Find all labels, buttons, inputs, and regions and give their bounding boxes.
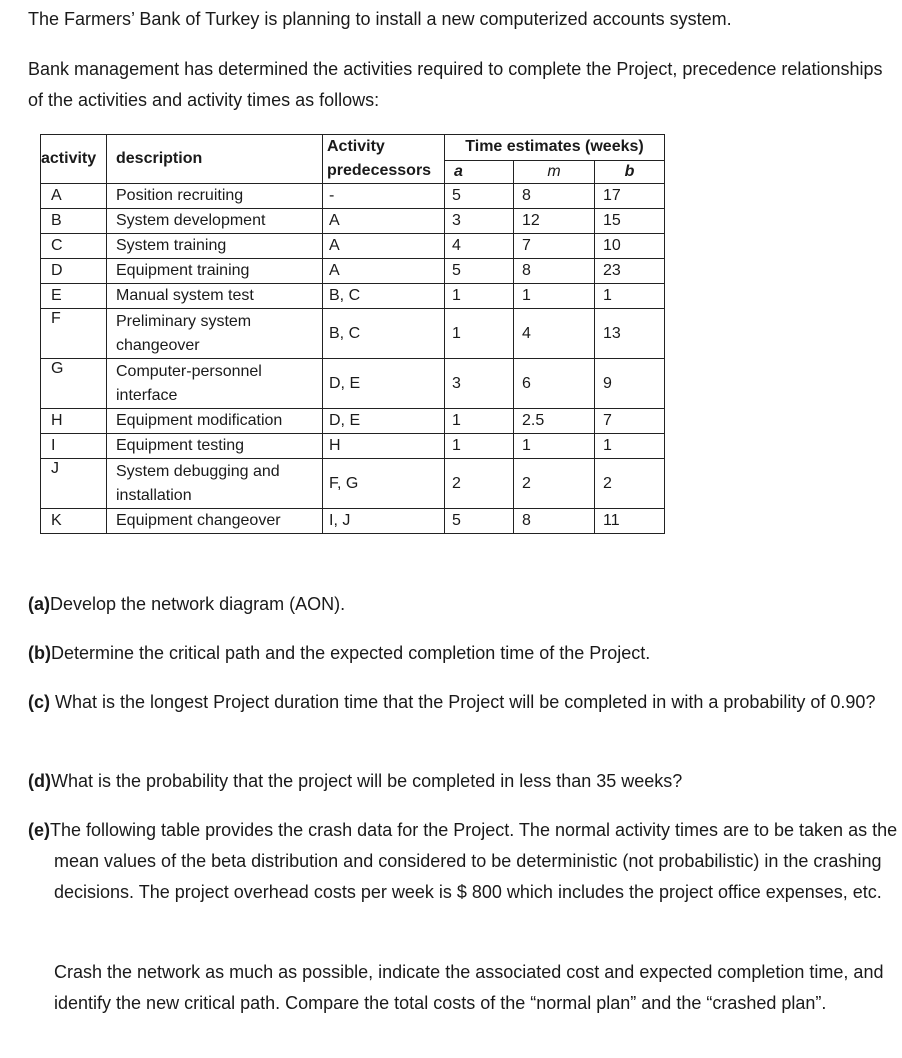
m-cell: 7 bbox=[514, 234, 595, 259]
a-cell: 1 bbox=[445, 309, 514, 359]
question-d bbox=[28, 766, 888, 797]
m-cell: 2 bbox=[514, 459, 595, 509]
question-e-label: (e) bbox=[28, 820, 50, 840]
m-cell: 4 bbox=[514, 309, 595, 359]
question-b-label: (b) bbox=[28, 643, 51, 663]
m-cell: 2.5 bbox=[514, 409, 595, 434]
predecessors-cell: B, C bbox=[323, 284, 445, 309]
header-time-estimates: Time estimates (weeks) bbox=[445, 135, 665, 161]
m-cell: 1 bbox=[514, 284, 595, 309]
a-cell: 1 bbox=[445, 284, 514, 309]
a-cell: 3 bbox=[445, 209, 514, 234]
b-cell: 17 bbox=[595, 184, 665, 209]
b-cell: 13 bbox=[595, 309, 665, 359]
activity-cell: F bbox=[41, 309, 107, 359]
header-predecessors-line2: predecessors bbox=[327, 162, 432, 179]
m-cell: 1 bbox=[514, 434, 595, 459]
table-row bbox=[41, 184, 665, 209]
b-cell: 10 bbox=[595, 234, 665, 259]
question-e bbox=[28, 815, 902, 908]
description-cell: Position recruiting bbox=[107, 184, 323, 209]
activity-cell: D bbox=[41, 259, 107, 284]
m-cell: 12 bbox=[514, 209, 595, 234]
predecessors-cell: H bbox=[323, 434, 445, 459]
table-header-row bbox=[41, 135, 665, 161]
a-cell: 2 bbox=[445, 459, 514, 509]
question-c-label: (c) bbox=[28, 692, 50, 712]
a-cell: 1 bbox=[445, 434, 514, 459]
question-a-label: (a) bbox=[28, 594, 50, 614]
activity-cell: K bbox=[41, 509, 107, 534]
activity-cell: E bbox=[41, 284, 107, 309]
b-cell: 7 bbox=[595, 409, 665, 434]
table-row bbox=[41, 509, 665, 534]
activity-cell: I bbox=[41, 434, 107, 459]
activity-cell: C bbox=[41, 234, 107, 259]
description-cell: Equipment changeover bbox=[107, 509, 323, 534]
predecessors-cell: F, G bbox=[323, 459, 445, 509]
table-row bbox=[41, 284, 665, 309]
a-cell: 5 bbox=[445, 509, 514, 534]
b-cell: 15 bbox=[595, 209, 665, 234]
header-description: description bbox=[107, 135, 323, 184]
table-row bbox=[41, 409, 665, 434]
intro-paragraph-2: Bank management has determined the activities required to complete the Project, precedence relationships of the activities and activity times as follows: bbox=[28, 59, 883, 110]
b-cell: 2 bbox=[595, 459, 665, 509]
a-cell: 3 bbox=[445, 359, 514, 409]
question-d-label: (d) bbox=[28, 771, 51, 791]
question-e-text: The following table provides the crash data for the Project. The normal activity times are to be taken as the mean values of the beta distribution and considered to be deterministic (not probabilistic) in the crashing decisions. The project overhead costs per week is $ 800 which includes the project office expenses, etc. bbox=[50, 820, 898, 902]
b-cell: 1 bbox=[595, 434, 665, 459]
description-cell: Equipment modification bbox=[107, 409, 323, 434]
predecessors-cell: D, E bbox=[323, 359, 445, 409]
m-cell: 6 bbox=[514, 359, 595, 409]
a-cell: 1 bbox=[445, 409, 514, 434]
description-cell: Equipment testing bbox=[107, 434, 323, 459]
description-cell: System training bbox=[107, 234, 323, 259]
header-activity: activity bbox=[41, 135, 107, 184]
header-a: a bbox=[445, 160, 514, 183]
predecessors-cell: D, E bbox=[323, 409, 445, 434]
a-cell: 5 bbox=[445, 259, 514, 284]
b-cell: 9 bbox=[595, 359, 665, 409]
header-b: b bbox=[595, 160, 665, 183]
header-predecessors bbox=[323, 135, 445, 184]
b-cell: 23 bbox=[595, 259, 665, 284]
table-row bbox=[41, 434, 665, 459]
a-cell: 5 bbox=[445, 184, 514, 209]
b-cell: 11 bbox=[595, 509, 665, 534]
predecessors-cell: I, J bbox=[323, 509, 445, 534]
b-cell: 1 bbox=[595, 284, 665, 309]
activity-cell: J bbox=[41, 459, 107, 509]
question-a bbox=[28, 589, 888, 620]
header-predecessors-line1: Activity bbox=[327, 138, 385, 155]
predecessors-cell: A bbox=[323, 234, 445, 259]
question-c bbox=[28, 687, 902, 718]
description-cell: System development bbox=[107, 209, 323, 234]
question-b-text: Determine the critical path and the expected completion time of the Project. bbox=[50, 643, 651, 663]
table-row bbox=[41, 234, 665, 259]
activity-cell: H bbox=[41, 409, 107, 434]
a-cell: 4 bbox=[445, 234, 514, 259]
description-cell: Computer-personnel interface bbox=[107, 359, 323, 409]
table-row bbox=[41, 309, 665, 359]
description-cell: Preliminary system changeover bbox=[107, 309, 323, 359]
intro-paragraph-1: The Farmers’ Bank of Turkey is planning to install a new computerized accounts system. bbox=[28, 9, 732, 29]
activity-cell: B bbox=[41, 209, 107, 234]
description-cell: System debugging and installation bbox=[107, 459, 323, 509]
predecessors-cell: - bbox=[323, 184, 445, 209]
question-d-text: What is the probability that the project will be completed in less than 35 weeks? bbox=[50, 771, 683, 791]
predecessors-cell: A bbox=[323, 259, 445, 284]
activity-cell: A bbox=[41, 184, 107, 209]
question-c-text: What is the longest Project duration time that the Project will be completed in with a probability of 0.90? bbox=[55, 692, 876, 712]
predecessors-cell: B, C bbox=[323, 309, 445, 359]
table-row bbox=[41, 259, 665, 284]
header-m: m bbox=[514, 160, 595, 183]
question-e-paragraph-2: Crash the network as much as possible, indicate the associated cost and expected completion time, and identify the new critical path. Compare the total costs of the “normal plan” and the “crashed plan”. bbox=[54, 962, 884, 1013]
m-cell: 8 bbox=[514, 259, 595, 284]
activity-table bbox=[40, 134, 665, 534]
predecessors-cell: A bbox=[323, 209, 445, 234]
description-cell: Equipment training bbox=[107, 259, 323, 284]
question-a-text: Develop the network diagram (AON). bbox=[50, 594, 346, 614]
table-row bbox=[41, 359, 665, 409]
m-cell: 8 bbox=[514, 184, 595, 209]
description-cell: Manual system test bbox=[107, 284, 323, 309]
question-b bbox=[28, 638, 888, 669]
table-row bbox=[41, 459, 665, 509]
m-cell: 8 bbox=[514, 509, 595, 534]
table-row bbox=[41, 209, 665, 234]
activity-cell: G bbox=[41, 359, 107, 409]
